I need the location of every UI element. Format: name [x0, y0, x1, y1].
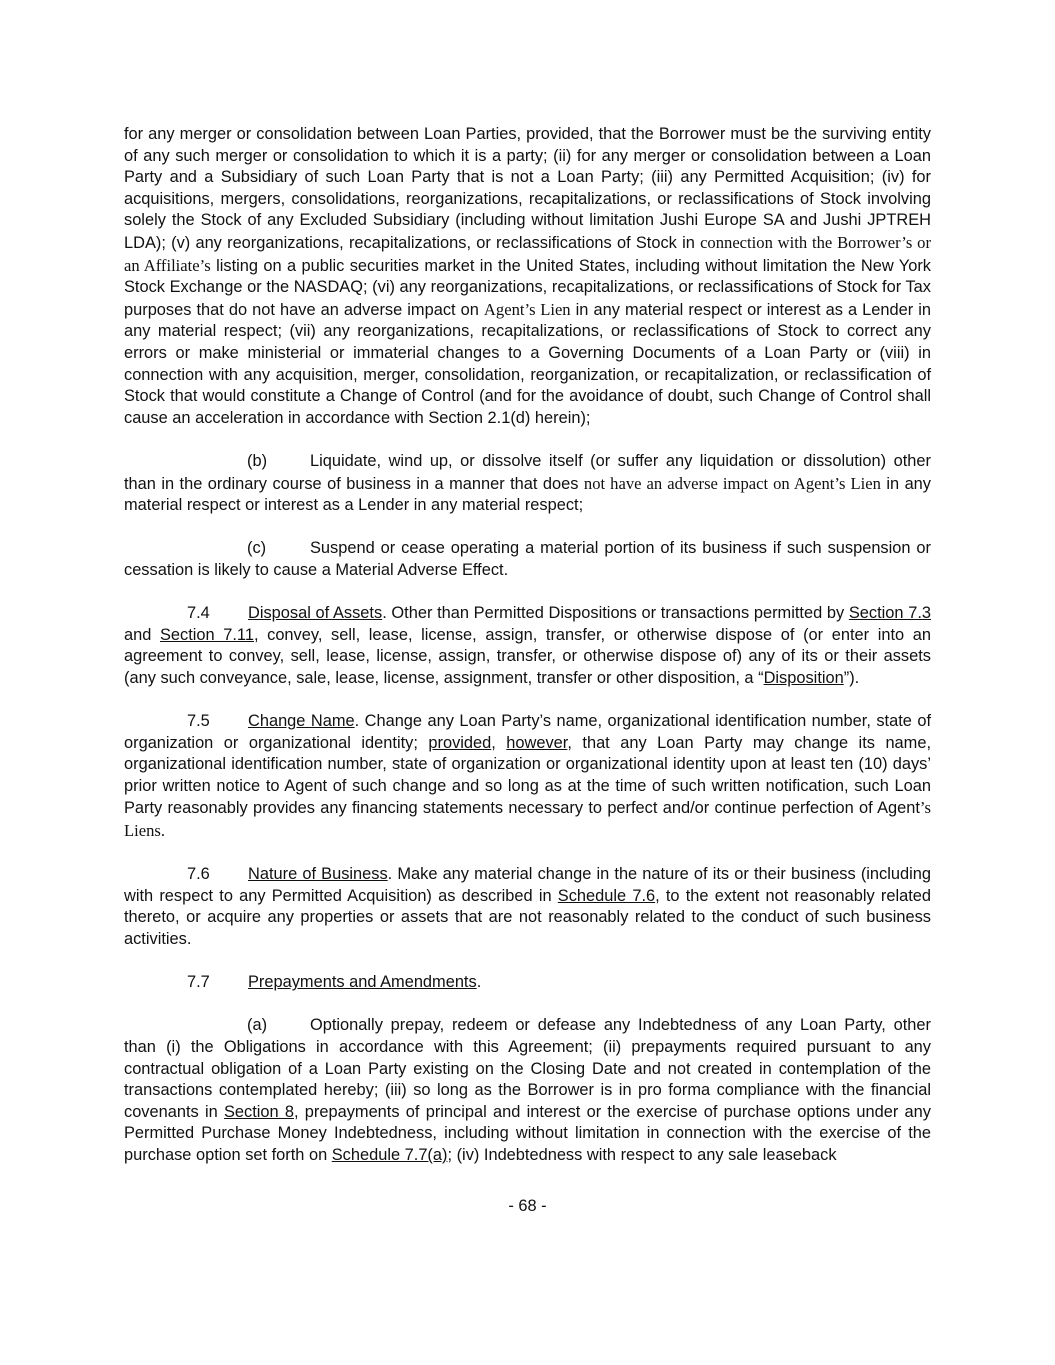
section-title: Disposal of Assets	[248, 604, 383, 623]
text-run: Optionally prepay, redeem or defease any Indebtedness of any Loan Party, other than (i) the Obligations in accordance with this Agreement; (ii) prepayments required pursuant to any contractual obligation of a Loan Party existing on the Closing Date and not created in contemplation of the transactions contemplated hereby; (iii) so long as the Borrower is in pro forma compliance with the financial covenants in	[124, 1016, 931, 1121]
text-run: , prepayments of principal and interest or the exercise of purchase options under any Permitted Purchase Money Indebtedness, including without limitation in connection with the exercise of the purchase option set forth on	[124, 1102, 931, 1164]
section-number: 7.6	[187, 865, 210, 884]
text-run: . Make any material change in the nature of its or their business (including with respect to any Permitted Acquisition) as described in	[124, 865, 931, 905]
text-run: ’s Liens.	[124, 798, 931, 840]
text-run: listing on a public securities market in the United States, including without limitation the New York Stock Exchange or the NASDAQ; (vi) any reorganizations, recapitalizations, or reclassifications of Stock for Tax purposes that do not have an adverse impact on	[124, 256, 931, 319]
section-number: 7.4	[187, 604, 210, 623]
cross-reference: Section 7.3	[848, 604, 931, 623]
section-title: Prepayments and Amendments	[248, 973, 477, 992]
cross-reference: Schedule 7.7(a)	[331, 1145, 448, 1164]
text-run: . Other than Permitted Dispositions or transactions permitted by	[382, 604, 849, 623]
clause-label: (a)	[247, 1016, 268, 1035]
text-run: .	[476, 973, 482, 992]
text-run: Suspend or cease operating a material portion of its business if such suspension or cessation is likely to cause a Material Adverse Effect.	[124, 539, 931, 579]
text-run: for any merger or consolidation between Loan Parties, provided, that the Borrower must be the surviving entity of any such merger or consolidation to which it is a party; (ii) for any merger or consolidation between a Loan Party and a Subsidiary of such Loan Party that is not a Loan Party; (iii) any Permitted Acquisition; (iv) for acquisitions, mergers, consolidations, reorganizations, recapitalizations, or reclassifications of Stock involving solely the Stock of any Excluded Subsidiary (including without limitation Jushi Europe SA and Jushi JPTREH LDA); (v) any reorganizations, recapitalizations, or reclassifications of Stock in	[124, 125, 931, 252]
section-7-7-heading	[124, 972, 931, 994]
page-number: - 68 -	[508, 1197, 547, 1215]
cross-reference: Section 8	[223, 1102, 294, 1121]
section-title: Change Name	[248, 712, 355, 731]
clause-label: (c)	[247, 539, 267, 558]
text-run: ”).	[843, 668, 860, 687]
text-run: , that any Loan Party may change its name, organizational identification number, state of organization or organizational identity upon at least ten (10) days’ prior written notice to Agent of such change and so long as at the time of such written notification, such Loan Party reasonably provides any financing statements necessary to perfect and/or continue perfection of Agent	[124, 733, 931, 818]
text-run: and	[124, 625, 160, 644]
section-number: 7.5	[187, 712, 210, 731]
text-run: connection with the Borrower’s or an Affiliate’s	[124, 232, 932, 275]
text-run: , to the extent not reasonably related thereto, or acquire any properties or assets that are not reasonably related to the conduct of such business activities.	[124, 886, 932, 948]
section-number: 7.7	[187, 973, 210, 992]
text-run: in any material respect or interest as a Lender in any material respect;	[124, 474, 931, 515]
defined-term: Disposition	[763, 668, 844, 687]
section-7-4-paragraph	[124, 603, 931, 689]
clause-c-paragraph	[124, 538, 931, 581]
text-run: in any material respect or interest as a Lender in any material respect; (vii) any reorganizations, recapitalizations, or reclassifications of Stock to correct any errors or make ministerial or immaterial changes to a Governing Documents of a Loan Party or (viii) in connection with any acquisition, merger, consolidation, reorganization, or recapitalization, or reclassification of Stock that would constitute a Change of Control (and for the avoidance of doubt, such Change of Control shall cause an acceleration in accordance with Section 2.1(d) herein);	[124, 300, 931, 427]
cross-reference: Schedule 7.6	[557, 886, 656, 905]
proviso-term: however	[506, 733, 568, 752]
document-body	[124, 124, 931, 1167]
continuation-paragraph	[124, 124, 931, 429]
clause-7-7-a-paragraph	[124, 1015, 931, 1166]
text-run: Liquidate, wind up, or dissolve itself (or suffer any liquidation or dissolution) other than in the ordinary course of business in a manner that does	[124, 451, 931, 493]
text-run: Agent’s Lien	[483, 299, 571, 319]
cross-reference: Section 7.11	[159, 625, 254, 644]
text-run: not have an adverse impact on Agent’s Lien	[583, 473, 881, 493]
text-run: ; (iv) Indebtedness with respect to any sale leaseback	[447, 1145, 837, 1164]
section-title: Nature of Business	[248, 865, 388, 884]
clause-label: (b)	[247, 451, 268, 470]
text-run: , convey, sell, lease, license, assign, transfer, or otherwise dispose of (or enter into an agreement to convey, sell, lease, license, assign, transfer, or otherwise dispose of) any of its or their assets (any such conveyance, sale, lease, license, assignment, transfer or other disposition, a “	[124, 625, 931, 687]
section-7-5-paragraph	[124, 711, 931, 843]
clause-b-paragraph	[124, 451, 931, 517]
text-run: . Change any Loan Party’s name, organizational identification number, state of organization or organizational identity;	[124, 712, 931, 752]
proviso-term: provided	[428, 733, 492, 752]
section-7-6-paragraph	[124, 864, 931, 950]
text-run: ,	[491, 733, 507, 752]
